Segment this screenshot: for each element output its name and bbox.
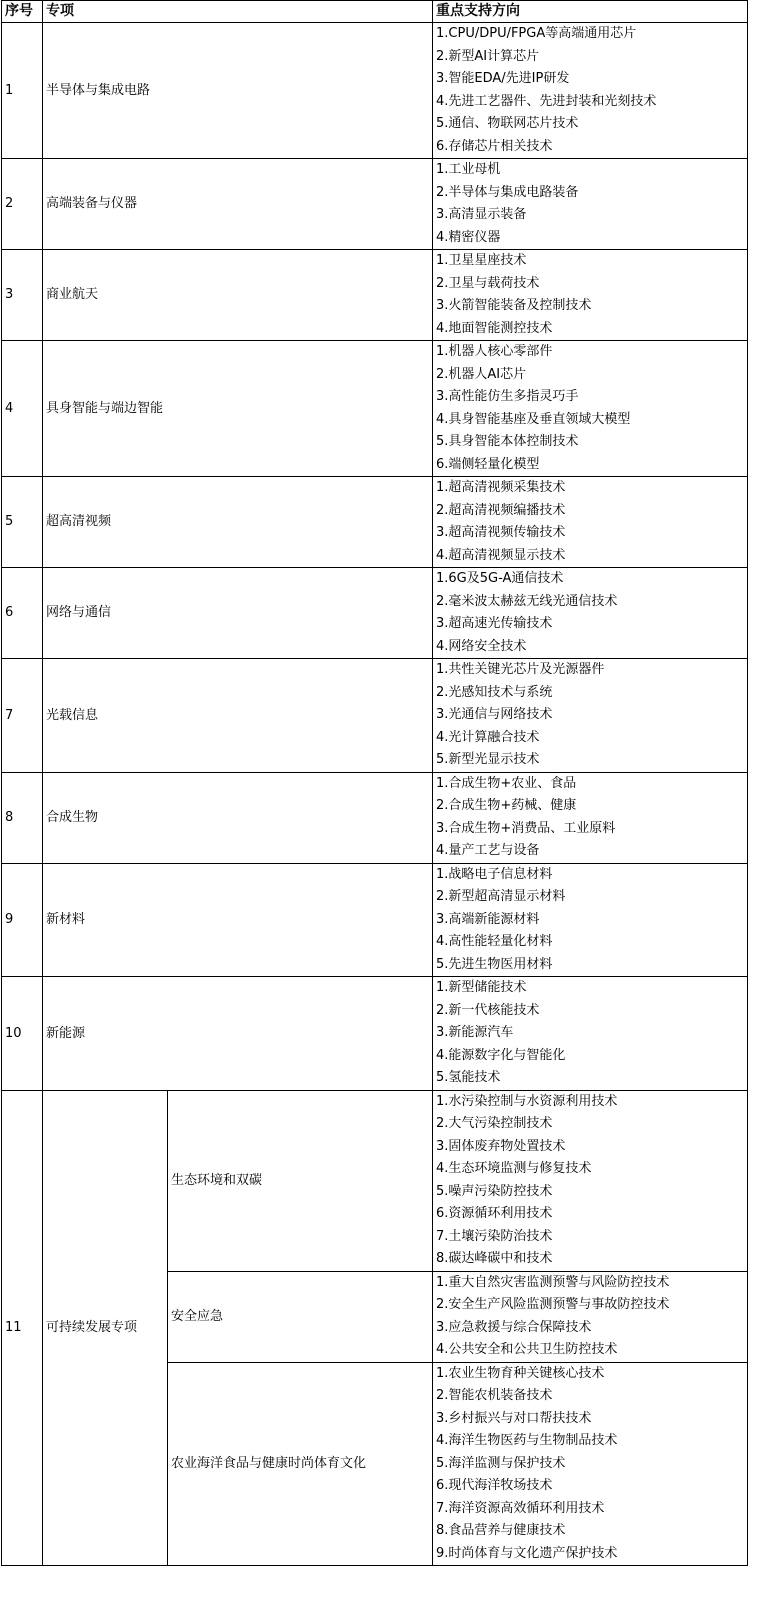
direction-list [433,1271,748,1362]
direction-item: 1.卫星星座技术 [436,253,527,268]
row-index: 4 [2,341,43,477]
row-subtopic: 生态环境和双碳 [168,1090,433,1271]
direction-item: 1.工业母机 [436,162,501,177]
direction-item: 2.毫米波太赫兹无线光通信技术 [436,593,618,609]
direction-item: 3.智能EDA/先进IP研发 [436,71,570,86]
direction-item: 2.机器人AI芯片 [436,366,527,382]
direction-list [433,250,748,341]
direction-item: 3.固体废弃物处置技术 [436,1138,566,1154]
direction-item: 4.能源数字化与智能化 [436,1047,566,1063]
direction-item: 2.半导体与集成电路装备 [436,184,579,200]
row-index: 2 [2,159,43,250]
table-row [2,1090,748,1271]
direction-item: 7.海洋资源高效循环利用技术 [436,1500,605,1516]
row-topic: 商业航天 [43,250,433,341]
row-subtopic: 农业海洋食品与健康时尚体育文化 [168,1362,433,1566]
row-index: 7 [2,659,43,773]
direction-item: 2.超高清视频编播技术 [436,502,566,518]
direction-item: 3.应急救援与综合保障技术 [436,1319,592,1335]
direction-list [433,659,748,773]
direction-item: 2.卫星与载荷技术 [436,275,540,291]
direction-item: 6.端侧轻量化模型 [436,456,540,472]
row-index: 3 [2,250,43,341]
table-row [2,250,748,341]
direction-item: 1.新型储能技术 [436,980,527,995]
direction-item: 2.大气污染控制技术 [436,1116,553,1131]
row-topic: 新材料 [43,863,433,977]
direction-item: 4.先进工艺器件、先进封装和光刻技术 [436,93,657,109]
row-topic: 新能源 [43,977,433,1091]
support-directions-table [1,0,748,1566]
direction-item: 3.火箭智能装备及控制技术 [436,298,592,313]
direction-list [433,477,748,568]
direction-item: 8.食品营养与健康技术 [436,1523,566,1538]
direction-list [433,1362,748,1566]
direction-item: 1.超高清视频采集技术 [436,480,566,495]
direction-item: 1.合成生物+农业、食品 [436,775,577,791]
direction-item: 4.光计算融合技术 [436,729,540,745]
header-direction: 重点支持方向 [433,1,748,23]
direction-item: 3.乡村振兴与对口帮扶技术 [436,1410,592,1426]
direction-item: 3.合成生物+消费品、工业原料 [436,820,616,836]
direction-item: 5.具身智能本体控制技术 [436,434,579,449]
row-topic: 合成生物 [43,772,433,863]
direction-item: 6.资源循环利用技术 [436,1206,553,1221]
direction-item: 5.先进生物医用材料 [436,956,553,972]
direction-list [433,772,748,863]
direction-item: 5.氢能技术 [436,1070,501,1085]
direction-item: 2.光感知技术与系统 [436,684,553,700]
row-topic: 超高清视频 [43,477,433,568]
direction-item: 5.通信、物联网芯片技术 [436,116,579,131]
row-index: 8 [2,772,43,863]
direction-item: 1.农业生物育种关键核心技术 [436,1365,605,1381]
direction-list [433,159,748,250]
table-row [2,568,748,659]
row-topic: 半导体与集成电路 [43,23,433,159]
direction-item: 3.高清显示装备 [436,207,527,222]
row-index: 5 [2,477,43,568]
direction-item: 1.水污染控制与水资源利用技术 [436,1093,618,1109]
direction-item: 1.机器人核心零部件 [436,344,553,359]
direction-item: 2.安全生产风险监测预警与事故防控技术 [436,1297,670,1312]
direction-item: 2.新型AI计算芯片 [436,48,540,64]
direction-list [433,863,748,977]
row-subtopic: 安全应急 [168,1271,433,1362]
direction-list [433,341,748,477]
direction-item: 3.新能源汽车 [436,1025,514,1040]
row-topic: 可持续发展专项 [43,1090,168,1566]
direction-item: 4.具身智能基座及垂直领域大模型 [436,411,631,427]
table-body [2,23,748,1566]
direction-item: 4.公共安全和公共卫生防控技术 [436,1342,618,1357]
table-row [2,341,748,477]
direction-item: 2.新型超高清显示材料 [436,889,566,904]
direction-item: 3.超高清视频传输技术 [436,525,566,540]
direction-list [433,1090,748,1271]
table-row [2,863,748,977]
row-index: 9 [2,863,43,977]
row-topic: 具身智能与端边智能 [43,341,433,477]
table-row [2,159,748,250]
row-index: 11 [2,1090,43,1566]
direction-item: 8.碳达峰碳中和技术 [436,1251,553,1266]
row-topic: 光载信息 [43,659,433,773]
table-row [2,977,748,1091]
direction-item: 5.新型光显示技术 [436,752,540,767]
direction-item: 4.超高清视频显示技术 [436,547,566,563]
table-row [2,477,748,568]
direction-item: 6.现代海洋牧场技术 [436,1478,553,1493]
direction-list [433,23,748,159]
direction-item: 3.光通信与网络技术 [436,707,553,722]
direction-item: 1.6G及5G-A通信技术 [436,571,564,586]
header-index: 序号 [2,1,43,23]
table-row [2,659,748,773]
direction-item: 4.生态环境监测与修复技术 [436,1161,592,1176]
header-row [2,1,748,23]
direction-item: 2.新一代核能技术 [436,1002,540,1018]
direction-item: 5.海洋监测与保护技术 [436,1455,566,1471]
direction-item: 1.共性关键光芯片及光源器件 [436,662,605,677]
direction-item: 2.合成生物+药械、健康 [436,798,577,813]
direction-item: 1.重大自然灾害监测预警与风险防控技术 [436,1274,670,1290]
direction-item: 4.海洋生物医药与生物制品技术 [436,1433,618,1448]
table-row [2,772,748,863]
row-topic: 高端装备与仪器 [43,159,433,250]
direction-item: 6.存储芯片相关技术 [436,138,553,154]
direction-item: 7.土壤污染防治技术 [436,1228,553,1244]
direction-list [433,977,748,1091]
direction-list [433,568,748,659]
row-index: 10 [2,977,43,1091]
direction-item: 2.智能农机装备技术 [436,1388,553,1403]
direction-item: 3.高性能仿生多指灵巧手 [436,389,579,404]
table-row [2,23,748,159]
row-index: 6 [2,568,43,659]
direction-item: 1.CPU/DPU/FPGA等高端通用芯片 [436,26,637,41]
row-topic: 网络与通信 [43,568,433,659]
direction-item: 4.高性能轻量化材料 [436,934,553,949]
direction-item: 4.地面智能测控技术 [436,320,553,336]
direction-item: 4.网络安全技术 [436,638,527,654]
direction-item: 5.噪声污染防控技术 [436,1183,553,1199]
header-topic: 专项 [43,1,433,23]
direction-item: 4.量产工艺与设备 [436,843,540,858]
direction-item: 1.战略电子信息材料 [436,866,553,882]
direction-item: 3.超高速光传输技术 [436,616,553,631]
direction-item: 3.高端新能源材料 [436,911,540,927]
row-index: 1 [2,23,43,159]
direction-item: 9.时尚体育与文化遗产保护技术 [436,1545,618,1561]
direction-item: 4.精密仪器 [436,229,501,245]
